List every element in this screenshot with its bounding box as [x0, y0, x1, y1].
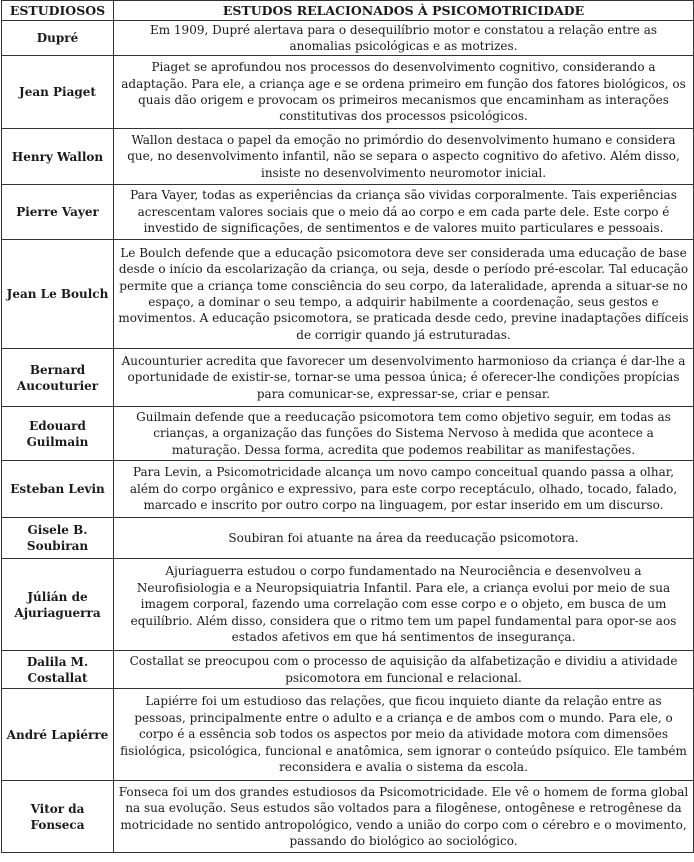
study-description: Para Levin, a Psicomotricidade alcança um novo campo conceitual quando passa a olhar, além do corpo orgânico e expressivo, para este corpo receptáculo, olhado, tocado, falado, marcado e inscrito por outro corpo na linguagem, por estar inserido em um discurso. [114, 461, 694, 518]
study-description: Ajuriaguerra estudou o corpo fundamentado na Neurociência e desenvolveu a Neurofisiologia e a Neuropsiquiatria Infantil. Para ele, a criança evolui por meio de sua imagem corporal, fazendo uma correlação com esse corpo e o objeto, em busca de um equilíbrio. Além disso, considera que o ritmo tem um papel fundamental para opor-se aos estados afetivos em que há sentimentos de insegurança. [114, 559, 694, 651]
study-description: Em 1909, Dupré alertava para o desequilíbrio motor e constatou a relação entre as anomalias psicológicas e as motrizes. [114, 21, 694, 56]
table-row [2, 559, 694, 651]
scholar-name: André Lapiérre [2, 689, 114, 781]
table-row [2, 651, 694, 689]
table-row [2, 240, 694, 349]
study-description: Guilmain defende que a reeducação psicomotora tem como objetivo seguir, em todas as crianças, a organização das funções do Sistema Nervoso à medida que acontece a maturação. Dessa forma, acredita que podemos reabilitar as manifestações. [114, 407, 694, 461]
scholar-name: Gisele B. Soubiran [2, 518, 114, 559]
psychomotricity-table [1, 0, 694, 853]
table-row [2, 461, 694, 518]
scholar-name: Bernard Aucouturier [2, 349, 114, 407]
table-row [2, 781, 694, 853]
scholar-name: Jean Le Boulch [2, 240, 114, 349]
study-description: Soubiran foi atuante na área da reeducação psicomotora. [114, 518, 694, 559]
study-description: Piaget se aprofundou nos processos do desenvolvimento cognitivo, considerando a adaptação. Para ele, a criança age e se ordena primeiro em função dos fatores biológicos, os quais dão origem e provocam os primeiros mecanismos que encaminham as interações constitutivas dos processos psicológicos. [114, 56, 694, 129]
table-row [2, 56, 694, 129]
scholar-name: Pierre Vayer [2, 185, 114, 240]
scholar-name: Dalila M. Costallat [2, 651, 114, 689]
study-description: Para Vayer, todas as experiências da criança são vividas corporalmente. Tais experiências acrescentam valores sociais que o meio dá ao corpo e em cada parte dele. Este corpo é investido de significações, de sentimentos e de valores muito particulares e pessoais. [114, 185, 694, 240]
table-row [2, 689, 694, 781]
scholar-name: Dupré [2, 21, 114, 56]
header-scholars: ESTUDIOSOS [2, 1, 114, 21]
scholar-name: Henry Wallon [2, 129, 114, 185]
scholar-name: Júlián de Ajuriaguerra [2, 559, 114, 651]
study-description: Fonseca foi um dos grandes estudiosos da Psicomotricidade. Ele vê o homem de forma global na sua evolução. Seus estudos são voltados para a filogênese, ontogênese e retrogênese da motricidade no sentido antropológico, vendo a união do corpo com o cérebro e o movimento, passando do biológico ao sociológico. [114, 781, 694, 853]
header-studies: ESTUDOS RELACIONADOS À PSICOMOTRICIDADE [114, 1, 694, 21]
table-row [2, 129, 694, 185]
scholar-name: Jean Piaget [2, 56, 114, 129]
study-description: Lapiérre foi um estudioso das relações, que ficou inquieto diante da relação entre as pessoas, principalmente entre o adulto e a criança e de ambos com o mundo. Para ele, o corpo é a essência sob todos os aspectos por meio da atividade motora com dimensões fisiológica, psicológica, funcional e anatômica, sem ignorar o conteúdo psíquico. Ele também reconsidera e avalia o sistema da escola. [114, 689, 694, 781]
table-row [2, 407, 694, 461]
study-description: Le Boulch defende que a educação psicomotora deve ser considerada uma educação de base desde o início da escolarização da criança, ou seja, desde o período pré-escolar. Tal educação permite que a criança tome consciência do seu corpo, da lateralidade, aprenda a situar-se no espaço, a dominar o seu tempo, a adquirir habilmente a coordenação, seus gestos e movimentos. A educação psicomotora, se praticada desde cedo, previne inadaptações difíceis de corrigir quando já estruturadas. [114, 240, 694, 349]
table-row [2, 518, 694, 559]
table-row [2, 21, 694, 56]
table-row [2, 185, 694, 240]
table-row [2, 349, 694, 407]
scholar-name: Vitor da Fonseca [2, 781, 114, 853]
scholar-name: Edouard Guilmain [2, 407, 114, 461]
study-description: Wallon destaca o papel da emoção no primórdio do desenvolvimento humano e considera que, no desenvolvimento infantil, não se separa o aspecto cognitivo do afetivo. Além disso, insiste no desenvolvimento neuromotor inicial. [114, 129, 694, 185]
study-description: Costallat se preocupou com o processo de aquisição da alfabetização e dividiu a atividade psicomotora em funcional e relacional. [114, 651, 694, 689]
header-row [2, 1, 694, 21]
scholar-name: Esteban Levin [2, 461, 114, 518]
study-description: Aucounturier acredita que favorecer um desenvolvimento harmonioso da criança é dar-lhe a oportunidade de existir-se, tornar-se uma pessoa única; é oferecer-lhe condições propícias para comunicar-se, expressar-se, criar e pensar. [114, 349, 694, 407]
